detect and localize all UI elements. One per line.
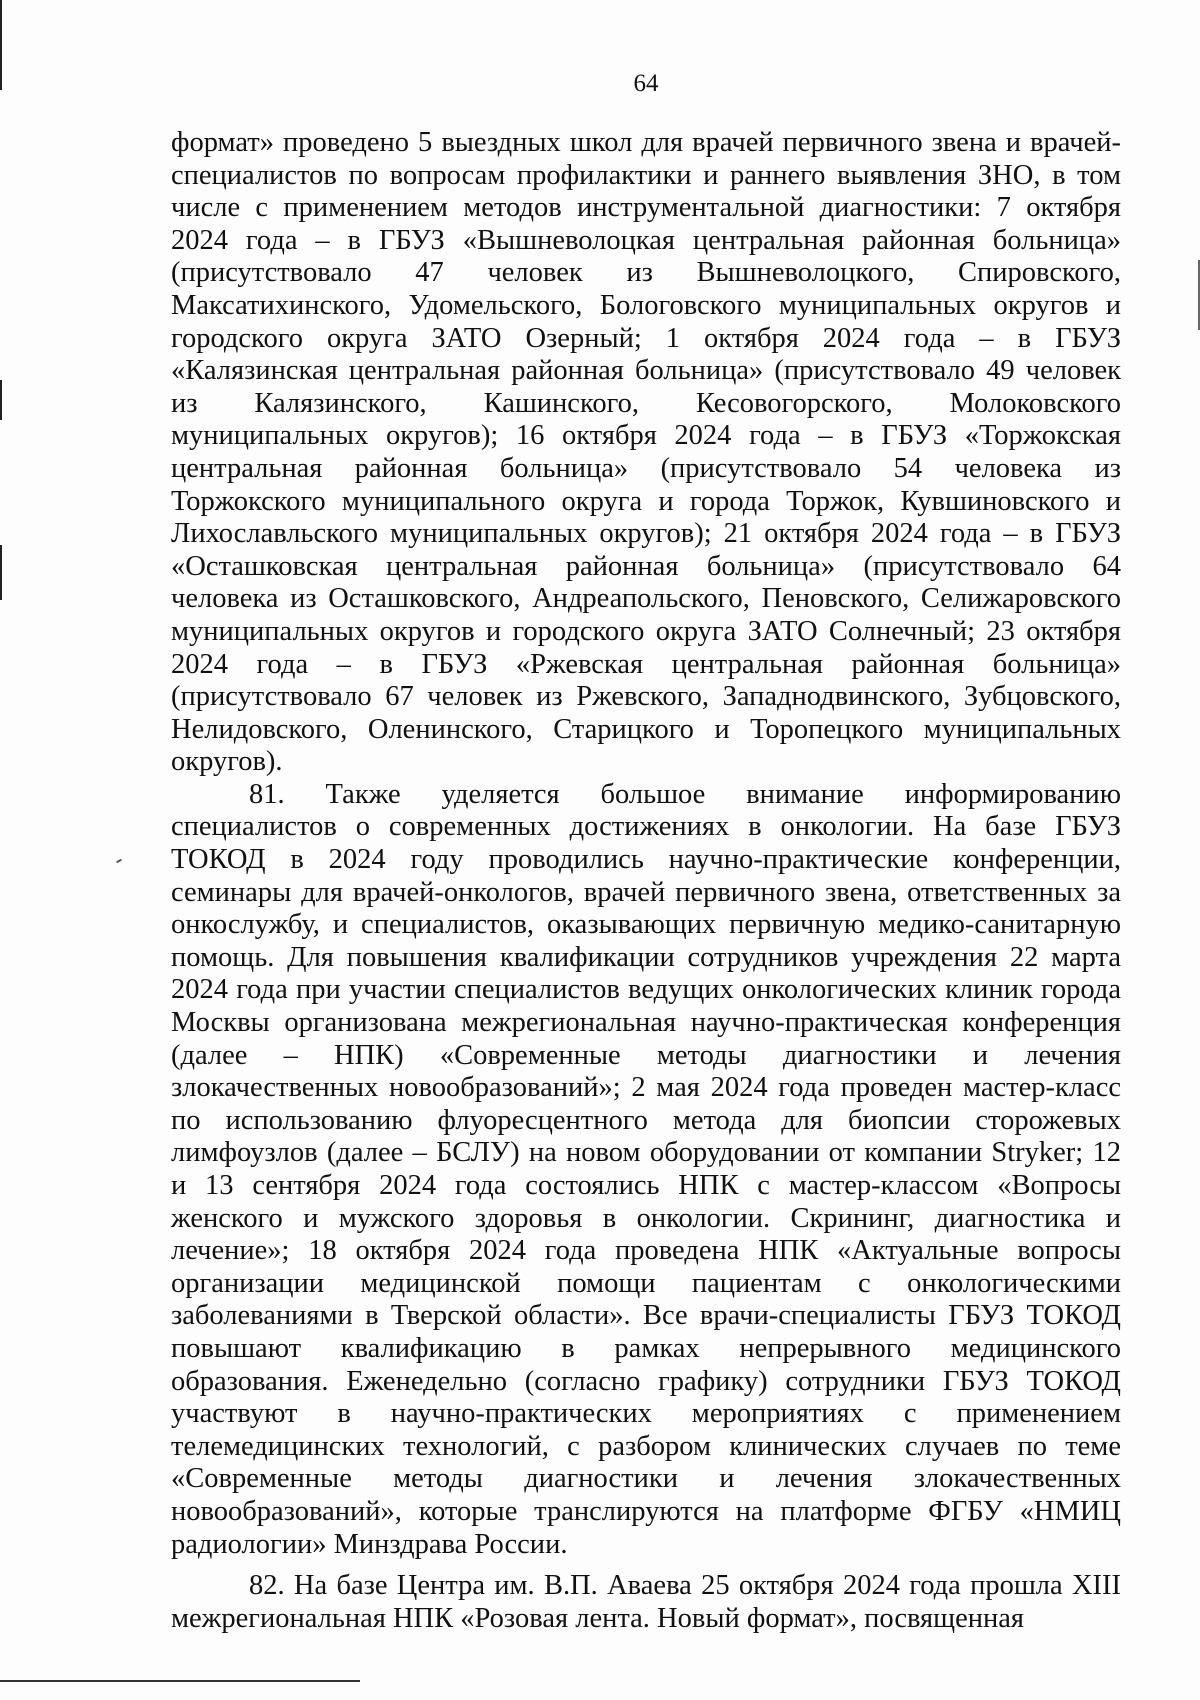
scan-speck: [116, 859, 122, 864]
paragraph-continuation: формат» проведено 5 выездных школ для врачей первичного звена и врачей-специалистов по вопросам профилактики и раннего выявления ЗНО, в том числе с применением методов инструментальной диагностики: 7 октября 2024 года – в ГБУЗ «Вышневолоцкая центральная районная больница» (присутствовало 47 человек из Вышневолоцкого, Спировского, Максатихинского, Удомельского, Бологовского муниципальных округов и городского округа ЗАТО Озерный; 1 октября 2024 года – в ГБУЗ «Калязинская центральная районная больница» (присутствовало 49 человек из Калязинского, Кашинского, Кесовогорского, Молоковского муниципальных округов); 16 октября 2024 года – в ГБУЗ «Торжокская центральная районная больница» (присутствовало 54 человека из Торжокского муниципального округа и города Торжок, Кувшиновского и Лихославльского муниципальных округов); 21 октября 2024 года – в ГБУЗ «Осташковская центральная районная больница» (присутствовало 64 человека из Осташковского, Андреапольского, Пеновского, Селижаровского муниципальных округов и городского округа ЗАТО Солнечный; 23 октября 2024 года – в ГБУЗ «Ржевская центральная районная больница» (присутствовало 67 человек из Ржевского, Западнодвинского, Зубцовского, Нелидовского, Оленинского, Старицкого и Торопецкого муниципальных округов).: [171, 127, 1121, 778]
scan-bottom-line: [0, 1680, 360, 1682]
scan-edge-mark: [0, 380, 2, 420]
page-number: 64: [633, 70, 659, 97]
paragraph-82: 82. На базе Центра им. В.П. Аваева 25 октября 2024 года прошла XIII межрегиональная НПК «Розовая лента. Новый формат», посвященная: [171, 1570, 1121, 1634]
body-text: [171, 127, 1121, 1635]
paragraph-81: 81. Также уделяется большое внимание информированию специалистов о современных достижениях в онкологии. На базе ГБУЗ ТОКОД в 2024 году проводились научно-практические конференции, семинары для врачей-онкологов, врачей первичного звена, ответственных за онкослужбу, и специалистов, оказывающих первичную медико-санитарную помощь. Для повышения квалификации сотрудников учреждения 22 марта 2024 года при участии специалистов ведущих онкологических клиник города Москвы организована межрегиональная научно-практическая конференция (далее – НПК) «Современные методы диагностики и лечения злокачественных новообразований»; 2 мая 2024 года проведен мастер-класс по использованию флуоресцентного метода для биопсии сторожевых лимфоузлов (далее – БСЛУ) на новом оборудовании от компании Stryker; 12 и 13 сентября 2024 года состоялись НПК с мастер-классом «Вопросы женского и мужского здоровья в онкологии. Скрининг, диагностика и лечение»; 18 октября 2024 года проведена НПК «Актуальные вопросы организации медицинской помощи пациентам с онкологическими заболеваниями в Тверской области». Все врачи-специалисты ГБУЗ ТОКОД повышают квалификацию в рамках непрерывного медицинского образования. Еженедельно (согласно графику) сотрудники ГБУЗ ТОКОД участвуют в научно-практических мероприятиях с применением телемедицинских технологий, с разбором клинических случаев по теме «Современные методы диагностики и лечения злокачественных новообразований», которые транслируются на платформе ФГБУ «НМИЦ радиологии» Минздрава России.: [171, 778, 1121, 1560]
scan-edge-mark: [0, 545, 2, 600]
